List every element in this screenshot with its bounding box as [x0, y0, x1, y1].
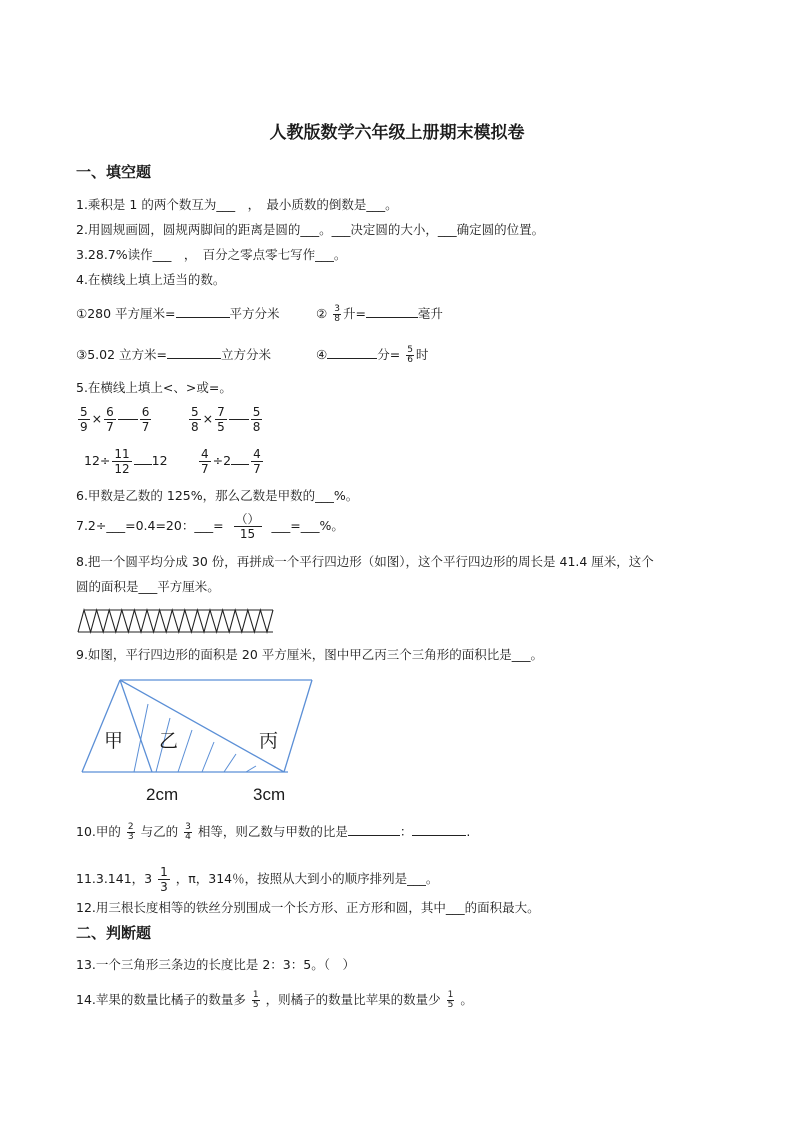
label-yi: 乙 — [159, 730, 179, 752]
fraction: $\frac{1}{5}$ — [252, 990, 259, 1010]
fraction: $\frac{11}{12}$ — [114, 447, 130, 476]
fraction: $\frac{4}{7}$ — [253, 447, 261, 476]
length-label-2cm: 2cm — [146, 785, 179, 804]
question-3: 3.28.7%读作___ ， 百分之零点零七写作___。 — [76, 247, 347, 262]
hatch-line — [202, 742, 214, 772]
question-8-line-1: 8.把一个圆平均分成 30 份，再拼成一个平行四边形（如图），这个平行四边形的周长是 41.4 厘米，这个 — [76, 554, 654, 569]
question-12: 12.用三根长度相等的铁丝分别围成一个长方形、正方形和圆，其中___的面积最大。 — [76, 900, 540, 915]
zigzag-parallelogram-figure — [76, 606, 276, 636]
question-13: 13.一个三角形三条边的长度比是 2：3：5。（ ） — [76, 957, 355, 972]
answer-blank[interactable] — [348, 823, 400, 836]
answer-blank[interactable] — [412, 823, 466, 836]
fraction: $\frac{1}{5}$ — [447, 990, 454, 1010]
question-4-part-a: ①280 平方厘米= 平方分米 — [76, 306, 280, 321]
answer-blank[interactable] — [229, 419, 249, 420]
hatch-line — [246, 766, 256, 772]
fraction: $\frac{6}{7}$ — [106, 405, 114, 434]
fraction: $\frac{5}{6}$ — [407, 345, 413, 365]
question-4-part-d: ④ 分= $\frac{5}{6}$ 时 — [316, 345, 429, 365]
question-5-expression-4: $\frac{4}{7}$ ÷2 $\frac{4}{7}$ — [201, 447, 261, 476]
question-10: 10.甲的 $\frac{2}{3}$ 与乙的 $\frac{3}{4}$ 相等，则乙数与甲数的比是 ： . — [76, 822, 471, 842]
answer-blank[interactable] — [366, 305, 418, 318]
answer-blank[interactable] — [327, 346, 377, 359]
question-9: 9.如图，平行四边形的面积是 20 平方厘米，图中甲乙丙三个三角形的面积比是___。 — [76, 647, 544, 662]
question-5-expression-2: $\frac{5}{8}$ × $\frac{7}{5}$ $\frac{5}{8}$ — [191, 405, 261, 434]
question-7: 7.2÷___=0.4=20：___= $\frac{()}{15}$ ___=___%。 — [76, 512, 344, 541]
question-5-expression-1: $\frac{5}{9}$ × $\frac{6}{7}$ $\frac{6}{7}$ — [80, 405, 150, 434]
hatch-line — [178, 730, 192, 772]
fraction: $\frac{4}{7}$ — [201, 447, 209, 476]
question-6: 6.甲数是乙数的 125%，那么乙数是甲数的___%。 — [76, 488, 359, 503]
question-5-stem: 5.在横线上填上<、>或=。 — [76, 380, 232, 395]
answer-blank[interactable] — [167, 346, 221, 359]
fraction: $\frac{5}{8}$ — [252, 405, 261, 434]
section-judge-title: 二、判断题 — [76, 924, 152, 942]
fraction: $\frac{7}{5}$ — [217, 405, 225, 434]
question-11: 11.3.141，3 $\frac{1}{3}$ ，π，314％，按照从大到小的顺序排列是___。 — [76, 865, 439, 894]
section-fill-title: 一、填空题 — [76, 163, 152, 181]
hatch-line — [134, 704, 148, 772]
question-4-stem: 4.在横线上填上适当的数。 — [76, 272, 226, 287]
question-2: 2.用圆规画圆，圆规两脚间的距离是圆的___。___决定圆的大小，___确定圆的位置。 — [76, 222, 545, 237]
fraction: $\frac{()}{15}$ — [235, 512, 260, 541]
fraction: $\frac{1}{3}$ — [160, 865, 168, 894]
question-5-expression-3: 12÷ $\frac{11}{12}$ 12 — [84, 447, 168, 476]
question-8-line-2: 圆的面积是___平方厘米。 — [76, 579, 220, 594]
answer-blank[interactable] — [176, 305, 230, 318]
label-bing: 丙 — [259, 730, 279, 752]
answer-blank[interactable] — [134, 452, 152, 465]
fraction: $\frac{5}{9}$ — [80, 405, 88, 434]
question-4-part-b: ② $\frac{3}{8}$ 升= 毫升 — [316, 304, 443, 324]
fraction: $\frac{6}{7}$ — [141, 405, 150, 434]
length-label-3cm: 3cm — [253, 785, 286, 804]
question-4-part-c: ③5.02 立方米= 立方分米 — [76, 347, 272, 362]
hatch-line — [224, 754, 236, 772]
answer-blank[interactable] — [231, 452, 249, 465]
page-title: 人教版数学六年级上册期末模拟卷 — [269, 123, 525, 143]
fraction: $\frac{5}{8}$ — [191, 405, 199, 434]
question-14: 14.苹果的数量比橘子的数量多 $\frac{1}{5}$ ，则橘子的数量比苹果的数量少 $\frac{1}{5}$ 。 — [76, 990, 473, 1010]
label-jia: 甲 — [104, 730, 124, 752]
answer-blank[interactable] — [118, 419, 138, 420]
zigzag-line — [78, 610, 273, 632]
question-1: 1.乘积是 1 的两个数互为___ ， 最小质数的倒数是___。 — [76, 197, 398, 212]
fraction: $\frac{3}{8}$ — [334, 304, 340, 324]
fraction: $\frac{3}{4}$ — [185, 822, 191, 842]
fraction: $\frac{2}{3}$ — [127, 822, 134, 842]
